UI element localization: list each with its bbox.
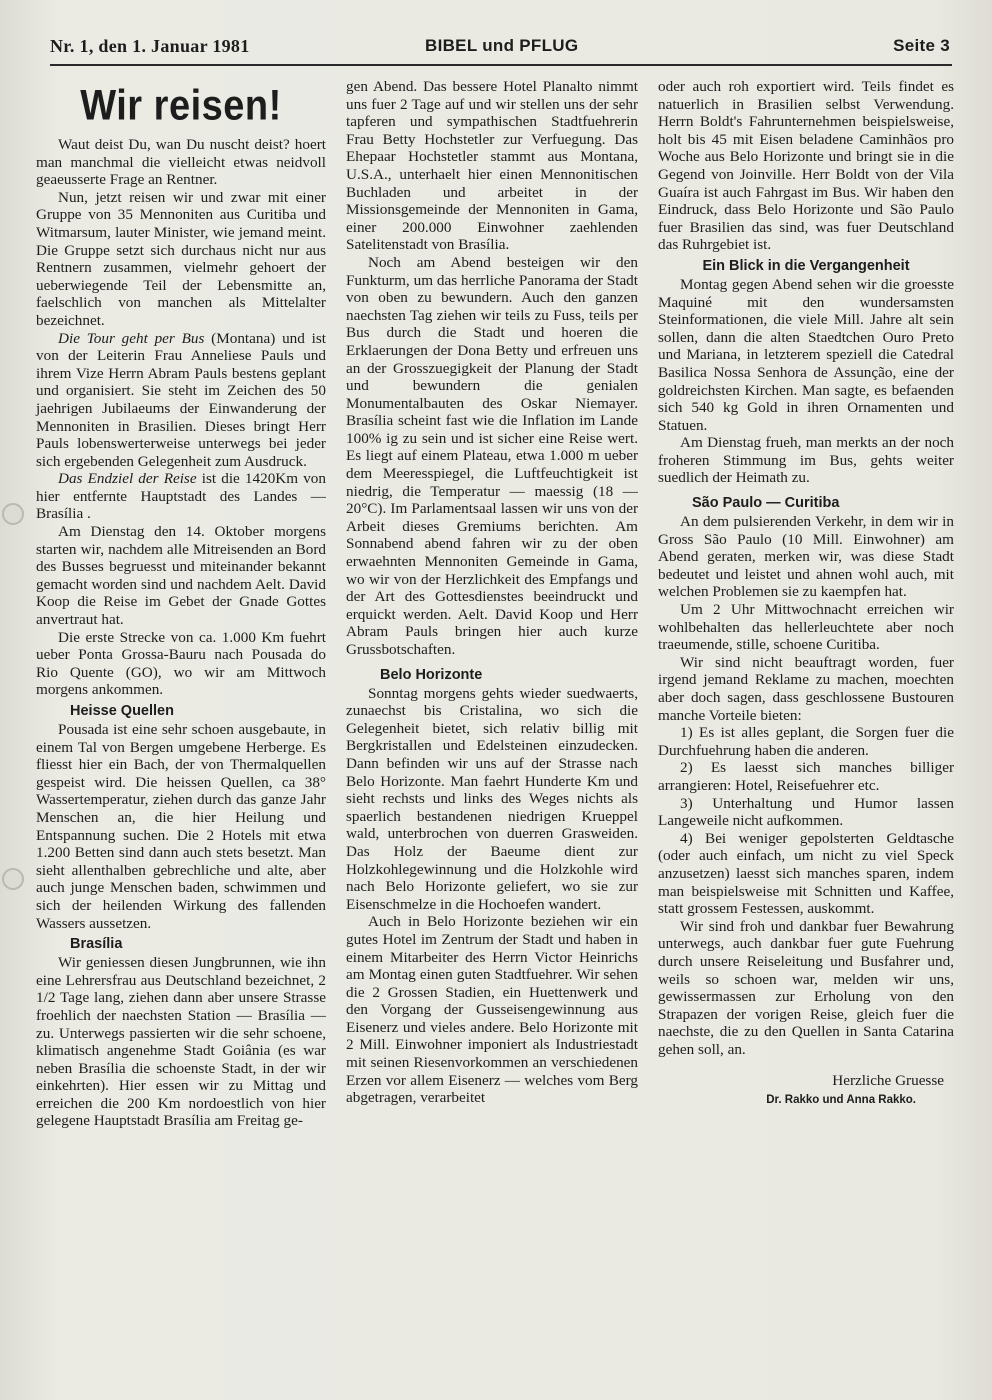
author-signature: Dr. Rakko und Anna Rakko. [766, 1094, 916, 1107]
column-2 [346, 78, 638, 1107]
punch-hole-mark [2, 503, 24, 525]
section-heading: São Paulo — Curitiba [692, 495, 840, 512]
list-item: 3) Unterhaltung und Humor lassen Langeweile nicht aufkommen. [658, 794, 954, 830]
paragraph: Am Dienstag frueh, man merkts an der noch froheren Stimmung im Bus, gehts weiter suedlich der Heimath zu. [658, 434, 954, 487]
list-item: 1) Es ist alles geplant, die Sorgen fuer die Durchfuehrung haben die anderen. [658, 724, 954, 759]
paragraph: Sonntag morgens gehts wieder suedwaerts, zunaechst bis Cristalina, wo sich die Gelegenheit bietet, sich relativ billig mit Bergkristallen und Edelsteinen einzudecken. Dann befinden wir uns auf der Strasse nach Belo Horizonte. Man faehrt Hunderte Km und sieht rechsts und links des Weges nichts als spaerlich bestandenen niedrigen Krueppel wald, unterbrochen von duerren Grasweiden. Das Holz der Baeume dient zur Holzkohlegewinnung und die Holzkohle wird nach Belo Horizonte geliefert, wo sie zur Eisenschmelze in die Hochoefen wandert. [346, 684, 638, 913]
publication-title: BIBEL und PFLUG [425, 36, 579, 55]
section-heading: Brasília [70, 936, 123, 953]
section-heading: Ein Blick in die Vergangenheit [702, 257, 910, 274]
paragraph: Pousada ist eine sehr schoen ausgebaute, in einem Tal von Bergen umgebene Herberge. Es fliesst hier ein Bach, der von Thermalquellen gespeist wird. Die heissen Quellen, ca 38° Wassertemperatur, ziehen durch das ganze Jahr Menschen an, die hier Heilung und Entspannung suchen. Die 2 Hotels mit etwa 1.200 Betten sind dann auch stets besetzt. Man sieht allenthalben gebrechliche und alte, aber auch junge Menschen baden, schwimmen und sich der heilenden Wirkung des fallenden Wassers aussetzen. [36, 721, 326, 932]
paragraph: Am Dienstag den 14. Oktober morgens starten wir, nachdem alle Mitreisenden an Bord des Busses begruesst und miteinander bekannt gemacht worden sind und nachdem Aelt. David Koop die Reise im Gebet der Gnade Gottes anvertraut hat. [36, 523, 326, 629]
paragraph: Waut deist Du, wan Du nuscht deist? hoert man manchmal die vielleicht etwas neidvoll geaeusserte Frage an Rentner. [36, 136, 326, 189]
paragraph-text: (Montana) [204, 329, 276, 347]
paragraph: Nun, jetzt reisen wir und zwar mit einer Gruppe von 35 Mennoniten aus Curitiba und Witmarsum, lauter Minister, wie jemand meint. Die Gruppe setzt sich durchaus nicht nur aus Rentnern zusammen, vielmehr gehoert der ueberwiegende Teil der Lebensmitte an, faelschlich von manchen als Mittelalter bezeichnet. [36, 188, 326, 329]
paragraph: Auch in Belo Horizonte beziehen wir ein gutes Hotel im Zentrum der Stadt und haben in einem Mitarbeiter des Herrn Victor Heinrichs am Montag einen guten Stadtfuehrer. Wir sehen die 2 Grossen Stadien, ein Huettenwerk und den Vorgang der Gusseisengewinnung aus Eisenerz und vieles andere. Belo Horizonte mit 2 Mill. Einwohner imponiert als Industriestadt mit seinen Riesenvorkommen an verschiedenen Erzen vor allem Eisenerz — welches vom Berg abgetragen, verarbeitet [346, 913, 638, 1107]
page-number: Seite 3 [893, 36, 950, 55]
closing-greeting: Herzliche Gruesse [832, 1072, 944, 1090]
issue-date: Nr. 1, den 1. Januar 1981 [50, 36, 250, 56]
paragraph: Wir sind froh und dankbar fuer Bewahrung unterwegs, auch dankbar fuer gute Fuehrung durch unsere Reiseleitung und Busfahrer und, weils so schoen war, melden wir uns, gewissermassen zur Erholung von den Strapazen der vorigen Reise, gleich fuer die naechste, die zu den Quellen in Santa Catarina gehen soll, an. [658, 917, 954, 1058]
article-title: Wir reisen! [80, 82, 282, 130]
punch-hole-mark [2, 868, 24, 890]
paragraph: Wir sind nicht beauftragt worden, fuer irgend jemand Reklame zu machen, moechten aber doch sagen, dass geschlossene Bustouren manche Vorteile bieten: [658, 653, 954, 724]
section-heading: Belo Horizonte [380, 666, 483, 683]
section-heading: Heisse Quellen [70, 703, 174, 719]
paragraph: An dem pulsierenden Verkehr, in dem wir in Gross São Paulo (10 Mill. Einwohner) am Abend geraten, merken wir, was diese Stadt bedeutet und leistet und ahnen wohl auch, mit welchen Problemen sie zu kaempfen hat. [658, 513, 954, 601]
paragraph [36, 470, 326, 523]
paragraph: Um 2 Uhr Mittwochnacht erreichen wir wohlbehalten das hellerleuchtete aber noch traeumende, stille, schoene Curitiba. [658, 601, 954, 654]
paragraph: oder auch roh exportiert wird. Teils findet es natuerlich in Brasilien selbst Verwendung. Herrn Boldt's Fahrunternehmen beispielsweise, holt bis 45 mit Eisen beladene Caminhãos pro Woche aus Belo Horizonte und bringt sie in die Gegend von Joinville. Herr Boldt von der Vila Guaíra ist auch Fahrgast im Bus. Wir haben den Eindruck, dass Belo Horizonte und São Paulo fuer Brasilien das sind, was fuer Deutschland das Ruhrgebiet ist. [658, 78, 954, 254]
paragraph-text: ist die 1420Km von hier entfernte Hauptstadt des Landes — Brasília . [36, 470, 326, 523]
paragraph: gen Abend. Das bessere Hotel Planalto nimmt uns fuer 2 Tage auf und wir stellen uns der sehr tapferen und sympathischen Stadtfuehrerin Frau Betty Hochstetler zur Verfuegung. Das Ehepaar Hochstetler stammt aus Montana, U.S.A., unterhaelt hier einen Mennonitischen Buchladen und arbeitet in der Missionsgemeinde der Mennoniten in Gama, einer 200.000 Einwohner zaehlenden Satelitenstadt von Brasília. [346, 78, 638, 254]
paragraph: Wir geniessen diesen Jungbrunnen, wie ihn eine Lehrersfrau aus Deutschland bezeichnet, 2 1/2 Tage lang, ziehen dann aber unsere Strasse froehlich der naechsten Station — Brasília — zu. Unterwegs passierten wir die sehr schoene, klimatisch angenehme Stadt Goiânia (es war neben Brasília die schoenste Stadt, in der wir einkehrten). Hier essen wir zu Mittag und erreichen die 200 Km nordoestlich von hier gelegene Hauptstadt Brasília am Freitag ge- [36, 954, 326, 1130]
column-3 [658, 78, 954, 1110]
list-item: 4) Bei weniger gepolsterten Geldtasche (oder auch einfach, um nicht zu viel Speck anzusetzen) laesst sich manches sparen, indem man beispielsweise mit Schnitten und Kaffee, statt grossem Festessen, auskommt. [658, 829, 954, 918]
column-1 [36, 78, 326, 1130]
paragraph [36, 330, 326, 471]
italic-lead: Das Endziel der Reise [58, 470, 197, 488]
paragraph: Montag gegen Abend sehen wir die groesste Maquiné mit den wundersamsten Steinformationen, die viele Mill. Jahre alt sein sollen, dann die alten Staedtchen Ouro Preto und Mariana, in letzterem speziell die Catedral Basilica Nossa Senhora de Assunção, eine der goldreichsten Kirchen. Man sagte, es befaenden sich 540 kg Gold in ihren Ornamenten und Statuen. [658, 275, 954, 434]
list-item: 2) Es laesst sich manches billiger arrangieren: Hotel, Reisefuehrer etc. [658, 759, 954, 794]
page-header [50, 34, 952, 66]
paragraph: Die erste Strecke von ca. 1.000 Km fuehrt ueber Ponta Grossa-Bauru nach Pousada do Rio Quente (GO), wo wir am Mittwoch morgens ankommen. [36, 628, 326, 699]
italic-lead: Die Tour geht per Bus [58, 329, 205, 347]
paragraph-text: und ist von der Leiterin Frau Anneliese Pauls und ihrem Vize Herrn Abram Pauls bestens geplant und organisiert. Sie steht im Zeichen des 50 jaehrigen Jubilaeums der Einwanderung der Mennoniten in Brasilien. Dieses bringt Herr Pauls lobenswerterweise unterwegs bei jeder sich ergebenden Gelegenheit zum Ausdruck. [36, 329, 326, 470]
paragraph: Noch am Abend besteigen wir den Funkturm, um das herrliche Panorama der Stadt von oben zu bewundern. Auch den ganzen naechsten Tag ziehen wir teils zu Fuss, teils per Bus durch die Stadt und hoeren die Erklaerungen der Dona Betty und erfreuen uns an der Grosszuegigkeit der Planung der Stadt und bewundern die genialen Monumentalbauten des Oskar Niemayer. Brasília scheint fast wie die Inflation im Lande 100% ig zu sein und ist sicher eine Reise wert. Es liegt auf einem Plateau, etwa 1.000 m ueber dem Meeresspiegel, die Luftfeuchtigkeit ist niedrig, die Temperatur — maessig (18 — 20°C). Im Parlamentsaal lassen wir uns von der Arbeit dieses Gremiums berichten. Am Sonnabend abend fahren wir zu der oben erwaehnten Mennoniten Gemeinde in Gama, wo wir von der Herzlichkeit des Empfangs und der Art des Gottesdienstes beeindruckt und erquickt werden. Aelt. David Koop und Herr Abram Pauls bringen hier auch kurze Grussbotschaften. [346, 253, 638, 658]
